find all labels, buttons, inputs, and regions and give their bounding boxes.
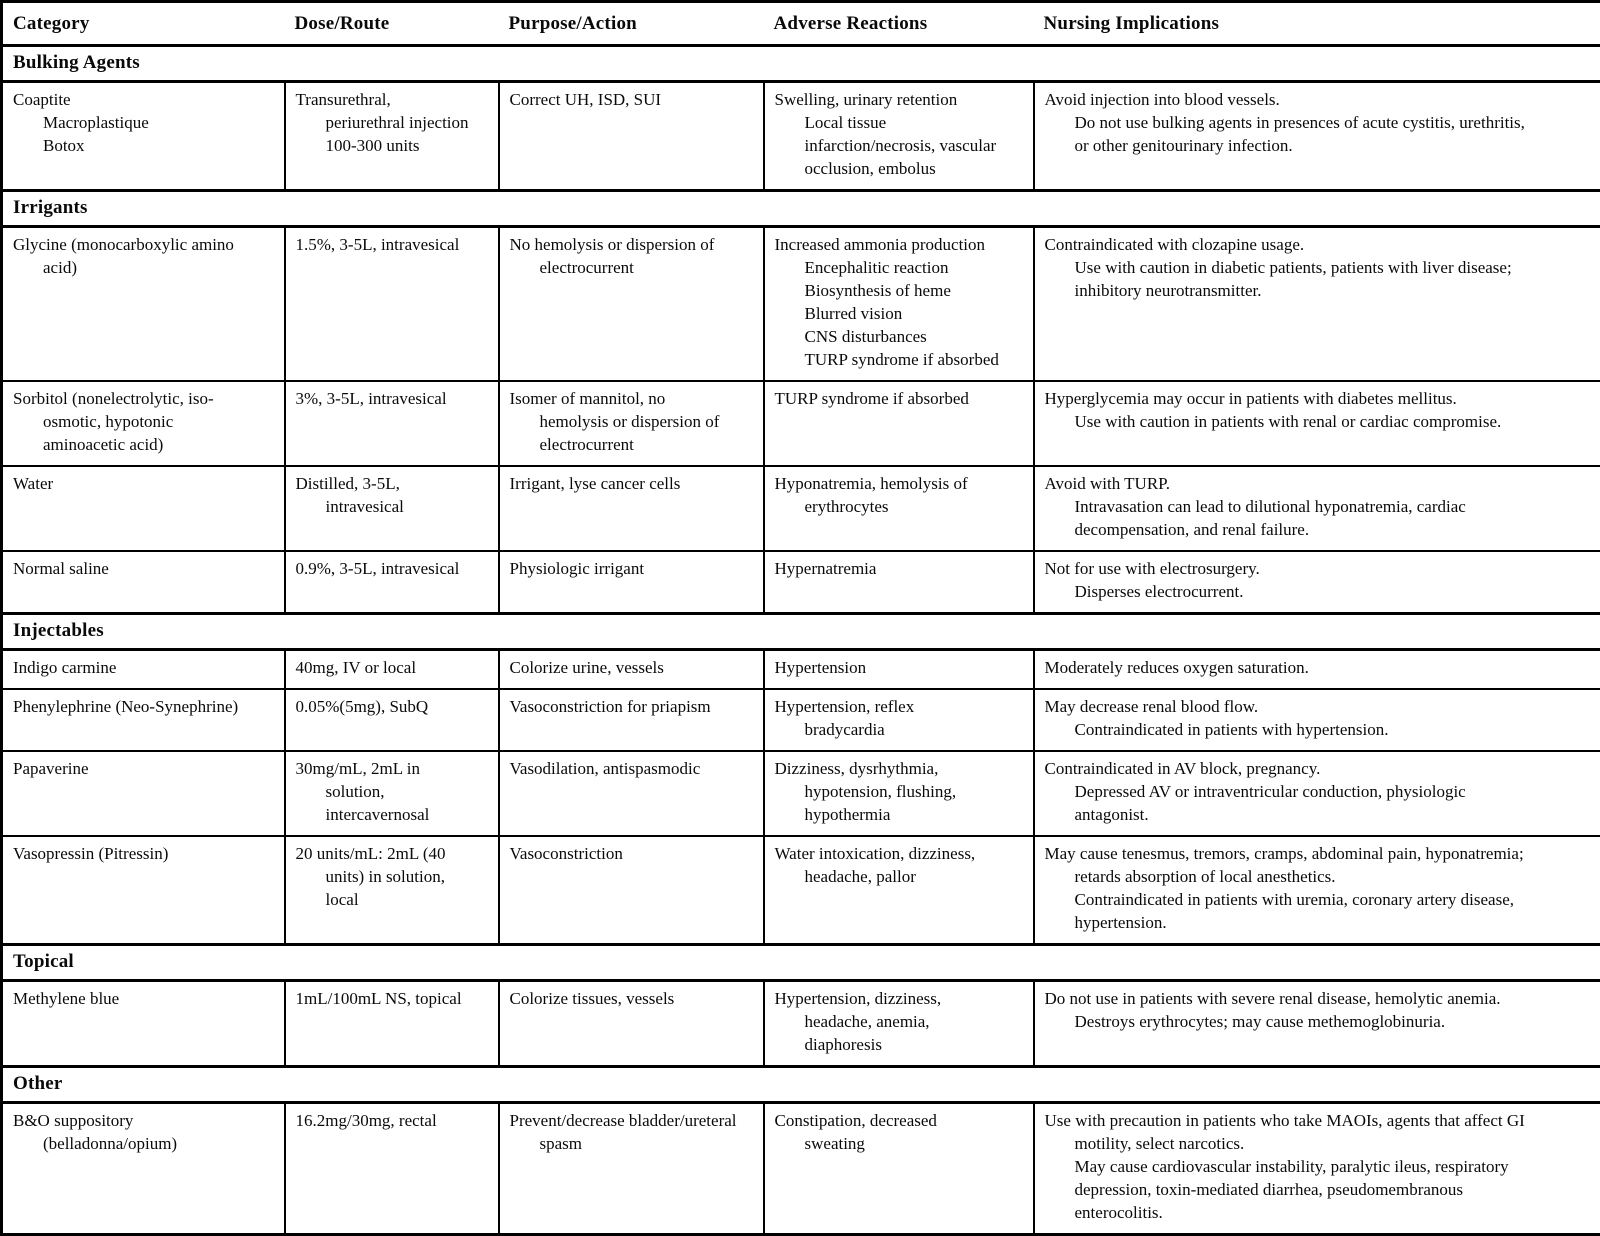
cell-category: [2, 551, 285, 614]
section-title: Other: [2, 1067, 1600, 1103]
cell-purpose-action: [499, 227, 764, 382]
cell-category: [2, 466, 285, 551]
cell-line: enterocolitis.: [1045, 1201, 1593, 1224]
column-header-adverse-reactions: Adverse Reactions: [764, 2, 1034, 46]
cell-line: depression, toxin-mediated diarrhea, pseudomembranous: [1045, 1178, 1593, 1201]
cell-line: intercavernosal: [296, 803, 490, 826]
cell-line: erythrocytes: [775, 495, 1025, 518]
cell-line: units) in solution,: [296, 865, 490, 888]
cell-line: Coaptite: [13, 88, 276, 111]
cell-nursing-implications: [1034, 227, 1600, 382]
cell-category: [2, 751, 285, 836]
cell-dose-route: [285, 551, 499, 614]
cell-line: Vasoconstriction for priapism: [510, 695, 755, 718]
cell-line: Glycine (monocarboxylic amino: [13, 233, 276, 256]
cell-line: Transurethral,: [296, 88, 490, 111]
cell-line: May cause tenesmus, tremors, cramps, abdominal pain, hyponatremia;: [1045, 842, 1593, 865]
cell-nursing-implications: [1034, 466, 1600, 551]
cell-line: (belladonna/opium): [13, 1132, 276, 1155]
cell-line: 0.05%(5mg), SubQ: [296, 695, 490, 718]
table-row: [2, 751, 1600, 836]
cell-dose-route: [285, 227, 499, 382]
cell-line: periurethral injection: [296, 111, 490, 134]
cell-line: acid): [13, 256, 276, 279]
cell-adverse-reactions: [764, 689, 1034, 751]
cell-line: Botox: [13, 134, 276, 157]
cell-line: Vasodilation, antispasmodic: [510, 757, 755, 780]
cell-line: infarction/necrosis, vascular: [775, 134, 1025, 157]
cell-line: Avoid injection into blood vessels.: [1045, 88, 1593, 111]
cell-line: Do not use in patients with severe renal disease, hemolytic anemia.: [1045, 987, 1593, 1010]
cell-category: [2, 836, 285, 945]
section-header-row: [2, 46, 1600, 82]
cell-line: local: [296, 888, 490, 911]
cell-line: Increased ammonia production: [775, 233, 1025, 256]
cell-line: Vasopressin (Pitressin): [13, 842, 276, 865]
cell-line: Phenylephrine (Neo-Synephrine): [13, 695, 276, 718]
cell-nursing-implications: [1034, 650, 1600, 690]
cell-adverse-reactions: [764, 227, 1034, 382]
cell-category: [2, 650, 285, 690]
cell-line: hemolysis or dispersion of: [510, 410, 755, 433]
cell-line: diaphoresis: [775, 1033, 1025, 1056]
section-header-row: [2, 945, 1600, 981]
cell-adverse-reactions: [764, 836, 1034, 945]
cell-line: 1mL/100mL NS, topical: [296, 987, 490, 1010]
cell-line: Distilled, 3-5L,: [296, 472, 490, 495]
cell-line: Use with caution in diabetic patients, patients with liver disease;: [1045, 256, 1593, 279]
section-title: Bulking Agents: [2, 46, 1600, 82]
cell-adverse-reactions: [764, 82, 1034, 191]
cell-line: Physiologic irrigant: [510, 557, 755, 580]
cell-purpose-action: [499, 981, 764, 1067]
cell-line: Use with precaution in patients who take MAOIs, agents that affect GI: [1045, 1109, 1593, 1132]
cell-dose-route: [285, 381, 499, 466]
cell-line: Moderately reduces oxygen saturation.: [1045, 656, 1593, 679]
cell-dose-route: [285, 981, 499, 1067]
cell-line: Disperses electrocurrent.: [1045, 580, 1593, 603]
cell-line: spasm: [510, 1132, 755, 1155]
cell-line: Depressed AV or intraventricular conduction, physiologic: [1045, 780, 1593, 803]
cell-line: CNS disturbances: [775, 325, 1025, 348]
cell-line: Vasoconstriction: [510, 842, 755, 865]
cell-line: Intravasation can lead to dilutional hyponatremia, cardiac: [1045, 495, 1593, 518]
cell-category: [2, 227, 285, 382]
cell-line: Hypertension, dizziness,: [775, 987, 1025, 1010]
cell-line: headache, anemia,: [775, 1010, 1025, 1033]
cell-purpose-action: [499, 751, 764, 836]
cell-dose-route: [285, 836, 499, 945]
cell-line: Sorbitol (nonelectrolytic, iso-: [13, 387, 276, 410]
cell-line: Not for use with electrosurgery.: [1045, 557, 1593, 580]
cell-line: 40mg, IV or local: [296, 656, 490, 679]
cell-line: hypothermia: [775, 803, 1025, 826]
cell-line: Contraindicated in AV block, pregnancy.: [1045, 757, 1593, 780]
cell-line: decompensation, and renal failure.: [1045, 518, 1593, 541]
cell-line: Water: [13, 472, 276, 495]
cell-line: motility, select narcotics.: [1045, 1132, 1593, 1155]
cell-line: Contraindicated in patients with hypertension.: [1045, 718, 1593, 741]
cell-category: [2, 82, 285, 191]
cell-line: 0.9%, 3-5L, intravesical: [296, 557, 490, 580]
cell-line: electrocurrent: [510, 256, 755, 279]
cell-line: B&O suppository: [13, 1109, 276, 1132]
cell-line: occlusion, embolus: [775, 157, 1025, 180]
cell-line: osmotic, hypotonic: [13, 410, 276, 433]
cell-line: inhibitory neurotransmitter.: [1045, 279, 1593, 302]
column-header-category: Category: [2, 2, 285, 46]
cell-line: solution,: [296, 780, 490, 803]
cell-dose-route: [285, 650, 499, 690]
cell-purpose-action: [499, 466, 764, 551]
cell-purpose-action: [499, 381, 764, 466]
cell-line: aminoacetic acid): [13, 433, 276, 456]
cell-adverse-reactions: [764, 1103, 1034, 1235]
table-row: [2, 650, 1600, 690]
cell-nursing-implications: [1034, 1103, 1600, 1235]
cell-line: Correct UH, ISD, SUI: [510, 88, 755, 111]
table-row: [2, 551, 1600, 614]
cell-line: No hemolysis or dispersion of: [510, 233, 755, 256]
table-row: [2, 836, 1600, 945]
cell-line: intravesical: [296, 495, 490, 518]
cell-line: Isomer of mannitol, no: [510, 387, 755, 410]
cell-line: Encephalitic reaction: [775, 256, 1025, 279]
cell-line: Do not use bulking agents in presences of acute cystitis, urethritis,: [1045, 111, 1593, 134]
cell-line: Contraindicated with clozapine usage.: [1045, 233, 1593, 256]
column-header-purpose-action: Purpose/Action: [499, 2, 764, 46]
section-header-row: [2, 191, 1600, 227]
cell-dose-route: [285, 751, 499, 836]
cell-adverse-reactions: [764, 981, 1034, 1067]
table-row: [2, 82, 1600, 191]
table-row: [2, 1103, 1600, 1235]
cell-nursing-implications: [1034, 836, 1600, 945]
cell-dose-route: [285, 689, 499, 751]
cell-line: electrocurrent: [510, 433, 755, 456]
table-row: [2, 981, 1600, 1067]
table-body: [2, 46, 1600, 1235]
cell-line: antagonist.: [1045, 803, 1593, 826]
cell-purpose-action: [499, 82, 764, 191]
cell-line: Blurred vision: [775, 302, 1025, 325]
cell-line: TURP syndrome if absorbed: [775, 348, 1025, 371]
table-row: [2, 466, 1600, 551]
cell-purpose-action: [499, 650, 764, 690]
cell-line: or other genitourinary infection.: [1045, 134, 1593, 157]
cell-line: bradycardia: [775, 718, 1025, 741]
cell-line: hypertension.: [1045, 911, 1593, 934]
cell-dose-route: [285, 82, 499, 191]
cell-line: Destroys erythrocytes; may cause methemoglobinuria.: [1045, 1010, 1593, 1033]
cell-category: [2, 689, 285, 751]
cell-line: 20 units/mL: 2mL (40: [296, 842, 490, 865]
cell-line: retards absorption of local anesthetics.: [1045, 865, 1593, 888]
cell-line: Hypertension: [775, 656, 1025, 679]
cell-line: Use with caution in patients with renal or cardiac compromise.: [1045, 410, 1593, 433]
cell-adverse-reactions: [764, 551, 1034, 614]
cell-line: Contraindicated in patients with uremia, coronary artery disease,: [1045, 888, 1593, 911]
cell-line: Constipation, decreased: [775, 1109, 1025, 1132]
table-row: [2, 689, 1600, 751]
section-title: Topical: [2, 945, 1600, 981]
cell-adverse-reactions: [764, 650, 1034, 690]
column-header-nursing-implications: Nursing Implications: [1034, 2, 1600, 46]
cell-line: 3%, 3-5L, intravesical: [296, 387, 490, 410]
cell-purpose-action: [499, 689, 764, 751]
cell-nursing-implications: [1034, 981, 1600, 1067]
cell-line: Hyperglycemia may occur in patients with diabetes mellitus.: [1045, 387, 1593, 410]
cell-line: TURP syndrome if absorbed: [775, 387, 1025, 410]
section-title: Irrigants: [2, 191, 1600, 227]
column-header-dose-route: Dose/Route: [285, 2, 499, 46]
header-row: [2, 2, 1600, 46]
cell-adverse-reactions: [764, 751, 1034, 836]
cell-line: Hypernatremia: [775, 557, 1025, 580]
cell-category: [2, 981, 285, 1067]
cell-line: May decrease renal blood flow.: [1045, 695, 1593, 718]
cell-purpose-action: [499, 1103, 764, 1235]
cell-line: Hypertension, reflex: [775, 695, 1025, 718]
cell-dose-route: [285, 466, 499, 551]
cell-line: Hyponatremia, hemolysis of: [775, 472, 1025, 495]
cell-line: Macroplastique: [13, 111, 276, 134]
cell-line: Dizziness, dysrhythmia,: [775, 757, 1025, 780]
cell-line: headache, pallor: [775, 865, 1025, 888]
cell-line: 16.2mg/30mg, rectal: [296, 1109, 490, 1132]
cell-purpose-action: [499, 836, 764, 945]
cell-line: Prevent/decrease bladder/ureteral: [510, 1109, 755, 1132]
cell-line: May cause cardiovascular instability, paralytic ileus, respiratory: [1045, 1155, 1593, 1178]
cell-line: hypotension, flushing,: [775, 780, 1025, 803]
cell-purpose-action: [499, 551, 764, 614]
table-row: [2, 381, 1600, 466]
table-row: [2, 227, 1600, 382]
cell-line: sweating: [775, 1132, 1025, 1155]
cell-line: Biosynthesis of heme: [775, 279, 1025, 302]
cell-nursing-implications: [1034, 689, 1600, 751]
cell-line: Local tissue: [775, 111, 1025, 134]
cell-line: Papaverine: [13, 757, 276, 780]
section-title: Injectables: [2, 614, 1600, 650]
cell-line: 100-300 units: [296, 134, 490, 157]
cell-line: Water intoxication, dizziness,: [775, 842, 1025, 865]
cell-line: Irrigant, lyse cancer cells: [510, 472, 755, 495]
cell-line: Methylene blue: [13, 987, 276, 1010]
section-header-row: [2, 614, 1600, 650]
cell-line: Swelling, urinary retention: [775, 88, 1025, 111]
cell-category: [2, 381, 285, 466]
section-header-row: [2, 1067, 1600, 1103]
cell-line: 30mg/mL, 2mL in: [296, 757, 490, 780]
cell-adverse-reactions: [764, 466, 1034, 551]
cell-line: Normal saline: [13, 557, 276, 580]
cell-dose-route: [285, 1103, 499, 1235]
cell-line: Avoid with TURP.: [1045, 472, 1593, 495]
cell-line: Colorize urine, vessels: [510, 656, 755, 679]
cell-line: 1.5%, 3-5L, intravesical: [296, 233, 490, 256]
cell-category: [2, 1103, 285, 1235]
cell-line: Indigo carmine: [13, 656, 276, 679]
cell-nursing-implications: [1034, 551, 1600, 614]
cell-nursing-implications: [1034, 751, 1600, 836]
cell-nursing-implications: [1034, 82, 1600, 191]
cell-line: Colorize tissues, vessels: [510, 987, 755, 1010]
cell-adverse-reactions: [764, 381, 1034, 466]
cell-nursing-implications: [1034, 381, 1600, 466]
